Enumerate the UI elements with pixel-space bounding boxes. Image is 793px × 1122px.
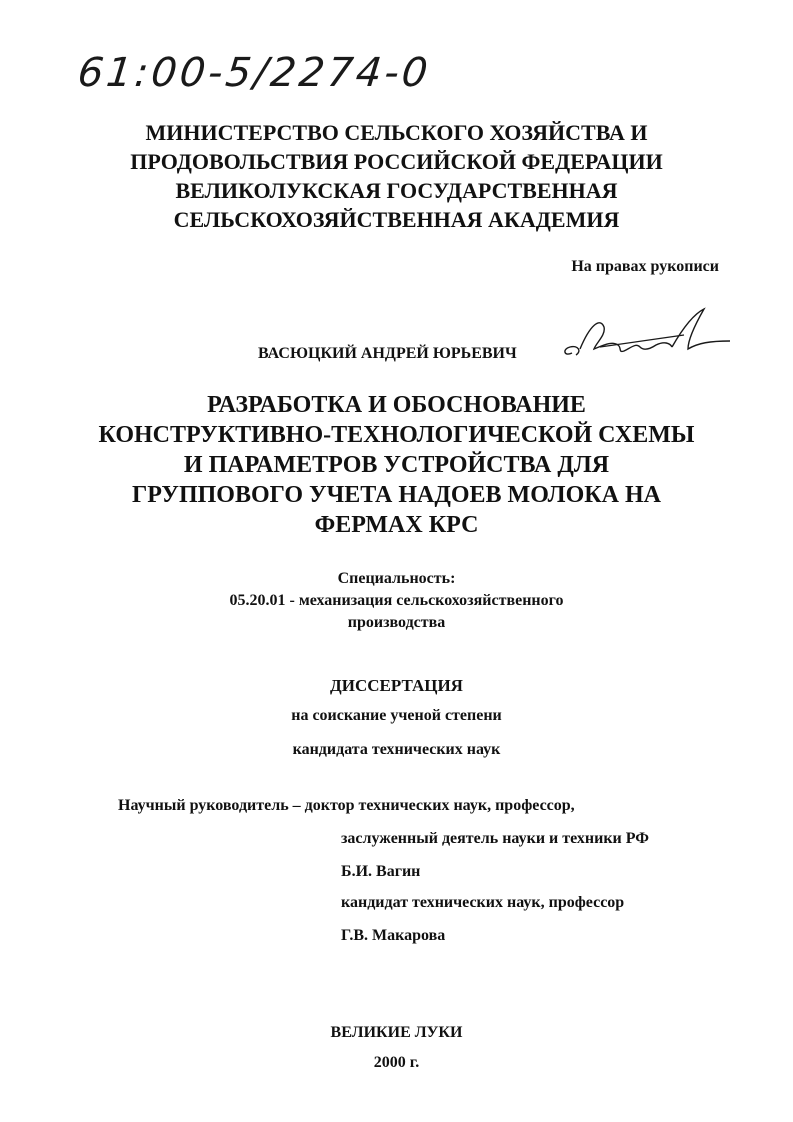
- year: 2000 г.: [373, 1054, 420, 1071]
- title-line-5: ФЕРМАХ КРС: [314, 512, 479, 538]
- title-line-3: И ПАРАМЕТРОВ УСТРОЙСТВА ДЛЯ: [183, 452, 610, 478]
- specialty-code: 05.20.01 - механизация сельскохозяйственного: [229, 592, 564, 609]
- degree-line-2: кандидата технических наук: [292, 741, 501, 758]
- advisor-line-5: Г.В. Макарова: [341, 927, 446, 944]
- archive-number-handwritten: 61:00-5/2274-0: [75, 50, 433, 96]
- title-line-1: РАЗРАБОТКА И ОБОСНОВАНИЕ: [207, 392, 586, 418]
- advisor-line-3: Б.И. Вагин: [341, 863, 421, 880]
- advisor-line-2: заслуженный деятель науки и техники РФ: [341, 830, 650, 847]
- ministry-line-1: МИНИСТЕРСТВО СЕЛЬСКОГО ХОЗЯЙСТВА И: [145, 120, 648, 145]
- signature-icon: [560, 305, 740, 375]
- title-line-4: ГРУППОВОГО УЧЕТА НАДОЕВ МОЛОКА НА: [132, 482, 661, 508]
- ministry-line-2: ПРОДОВОЛЬСТВИЯ РОССИЙСКОЙ ФЕДЕРАЦИИ: [130, 149, 663, 174]
- specialty-block: [0, 568, 793, 634]
- dissertation-label: ДИССЕРТАЦИЯ: [330, 676, 463, 695]
- dissertation-title: [0, 390, 793, 540]
- specialty-label: Специальность:: [337, 570, 456, 587]
- advisor-line-4: кандидат технических наук, профессор: [341, 894, 625, 911]
- ministry-header: [0, 118, 793, 234]
- degree-line-1: на соискание ученой степени: [291, 707, 502, 724]
- rights-notice: На правах рукописи: [571, 258, 719, 275]
- ministry-line-4: СЕЛЬСКОХОЗЯЙСТВЕННАЯ АКАДЕМИЯ: [173, 207, 620, 232]
- ministry-line-3: ВЕЛИКОЛУКСКАЯ ГОСУДАРСТВЕННАЯ: [175, 178, 618, 203]
- specialty-code-cont: производства: [347, 614, 446, 631]
- city: ВЕЛИКИЕ ЛУКИ: [330, 1024, 463, 1041]
- advisor-line-1: Научный руководитель – доктор технических наук, профессор,: [118, 797, 575, 814]
- title-line-2: КОНСТРУКТИВНО-ТЕХНОЛОГИЧЕСКОЙ СХЕМЫ: [98, 422, 695, 448]
- author-name: ВАСЮЦКИЙ АНДРЕЙ ЮРЬЕВИЧ: [258, 345, 517, 362]
